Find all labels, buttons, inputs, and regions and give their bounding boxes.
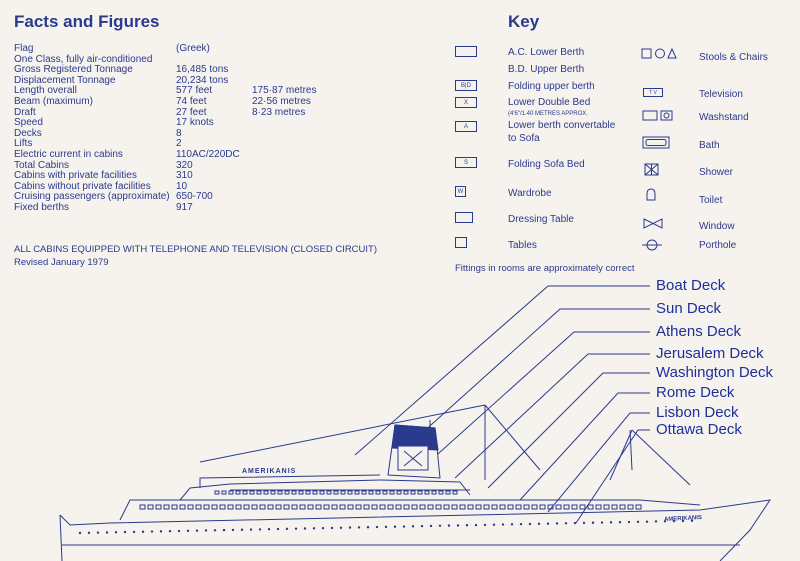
facts-title: Facts and Figures <box>14 12 160 31</box>
porthole-mark <box>610 521 612 523</box>
porthole-mark <box>529 523 531 525</box>
window-mark <box>228 505 233 509</box>
window-mark <box>348 491 352 494</box>
window-mark <box>532 505 537 509</box>
facts-label: Fixed berths <box>14 201 70 213</box>
key-label-tables: Tables <box>508 240 537 251</box>
window-mark <box>324 505 329 509</box>
window-mark <box>383 491 387 494</box>
window-mark <box>284 505 289 509</box>
porthole-mark <box>349 526 351 528</box>
window-mark <box>236 505 241 509</box>
porthole-mark <box>97 531 99 533</box>
window-mark <box>397 491 401 494</box>
facts-label: Beam (maximum) <box>14 95 93 107</box>
window-mark <box>476 505 481 509</box>
facts-label: Decks <box>14 127 42 139</box>
window-mark <box>172 505 177 509</box>
key-label-porthole: Porthole <box>699 240 737 251</box>
facts-value: 110AC/220DC <box>176 148 240 160</box>
porthole-mark <box>628 521 630 523</box>
window-mark <box>604 505 609 509</box>
porthole-mark <box>268 528 270 530</box>
porthole-mark <box>286 528 288 530</box>
window-mark <box>164 505 169 509</box>
window-mark <box>540 505 545 509</box>
key-label-washstand: Washstand <box>699 112 749 123</box>
window-mark <box>412 505 417 509</box>
porthole-mark <box>502 523 504 525</box>
key-label-convertable: Lower berth convertable <box>508 120 616 131</box>
window-mark <box>500 505 505 509</box>
deck-label-ottawa: Ottawa Deck <box>656 421 742 438</box>
porthole-mark <box>547 522 549 524</box>
window-mark <box>268 505 273 509</box>
window-mark <box>468 505 473 509</box>
deck-label-sun: Sun Deck <box>656 300 722 317</box>
facts-label: Flag <box>14 43 34 54</box>
window-mark <box>348 505 353 509</box>
porthole-mark <box>556 522 558 524</box>
facts-label: Cabins with private facilities <box>14 170 137 182</box>
porthole-mark <box>142 531 144 533</box>
porthole-mark <box>241 529 243 531</box>
window-mark <box>418 491 422 494</box>
porthole-mark <box>421 525 423 527</box>
porthole-mark <box>322 527 324 529</box>
facts-value: 74 feet <box>176 95 207 107</box>
window-mark <box>425 491 429 494</box>
window-mark <box>420 505 425 509</box>
porthole-mark <box>619 521 621 523</box>
porthole-mark <box>124 531 126 533</box>
window-mark <box>212 505 217 509</box>
window-mark <box>250 491 254 494</box>
key-label-lower-double-bed: Lower Double Bed <box>508 97 591 108</box>
cabins-note: ALL CABINS EQUIPPED WITH TELEPHONE AND TELEVISION (CLOSED CIRCUIT) <box>14 244 378 255</box>
porthole-mark <box>637 521 639 523</box>
facts-label: Gross Registered Tonnage <box>14 64 133 76</box>
key-label-double-bed-size: (4'6"/1.40 METRES APPROX. <box>508 111 588 117</box>
window-mark <box>260 505 265 509</box>
window-mark <box>292 491 296 494</box>
facts-value: 2 <box>176 138 182 150</box>
window-mark <box>340 505 345 509</box>
key-title: Key <box>508 12 540 31</box>
porthole-mark <box>295 527 297 529</box>
porthole-mark <box>232 529 234 531</box>
window-mark <box>271 491 275 494</box>
porthole-mark <box>331 527 333 529</box>
window-mark <box>292 505 297 509</box>
porthole-mark <box>259 528 261 530</box>
window-mark <box>404 491 408 494</box>
porthole-mark <box>187 530 189 532</box>
window-mark <box>355 491 359 494</box>
window-mark <box>508 505 513 509</box>
window-mark <box>428 505 433 509</box>
porthole-mark <box>196 529 198 531</box>
porthole-mark <box>160 530 162 532</box>
window-mark <box>460 505 465 509</box>
porthole-mark <box>394 526 396 528</box>
window-mark <box>180 505 185 509</box>
porthole-mark <box>583 522 585 524</box>
window-mark <box>620 505 625 509</box>
key-label-ac-lower-berth: A.C. Lower Berth <box>508 47 585 58</box>
window-mark <box>439 491 443 494</box>
window-mark <box>148 505 153 509</box>
deck-label-athens: Athens Deck <box>656 323 742 340</box>
window-mark <box>264 491 268 494</box>
window-mark <box>300 505 305 509</box>
facts-metric-value: 8·23 metres <box>252 106 306 118</box>
facts-value: 16,485 tons <box>176 64 229 76</box>
porthole-mark <box>538 523 540 525</box>
key-label-bath: Bath <box>699 140 720 151</box>
porthole-mark <box>448 524 450 526</box>
facts-label: One Class, fully air-conditioned <box>14 53 153 65</box>
facts-value: 310 <box>176 170 193 182</box>
facts-label: Cabins without private facilities <box>14 180 151 192</box>
window-mark <box>356 505 361 509</box>
porthole-mark <box>205 529 207 531</box>
folding-upper-berth-symbol: B|D <box>455 80 477 91</box>
porthole-mark <box>403 525 405 527</box>
porthole-mark <box>340 527 342 529</box>
double-bed-symbol: X <box>455 97 477 108</box>
porthole-mark <box>601 521 603 523</box>
window-mark <box>215 491 219 494</box>
key-label-stools-chairs: Stools & Chairs <box>699 52 768 63</box>
porthole-mark <box>565 522 567 524</box>
facts-label: Cruising passengers (approximate) <box>14 191 170 203</box>
porthole-mark <box>358 526 360 528</box>
window-mark <box>404 505 409 509</box>
window-mark <box>588 505 593 509</box>
porthole-mark <box>511 523 513 525</box>
window-mark <box>446 491 450 494</box>
television-icon: T V <box>643 88 663 97</box>
deck-label-boat: Boat Deck <box>656 277 726 294</box>
key-label-to-sofa: to Sofa <box>508 133 540 144</box>
window-mark <box>444 505 449 509</box>
porthole-mark <box>430 525 432 527</box>
key-label-folding-sofa-bed: Folding Sofa Bed <box>508 159 585 170</box>
window-mark <box>432 491 436 494</box>
bow-ship-name: AMERIKANIS <box>663 515 703 523</box>
window-mark <box>452 505 457 509</box>
porthole-mark <box>439 525 441 527</box>
window-mark <box>628 505 633 509</box>
window-mark <box>362 491 366 494</box>
window-mark <box>369 491 373 494</box>
window-mark <box>516 505 521 509</box>
window-mark <box>492 505 497 509</box>
window-mark <box>612 505 617 509</box>
window-mark <box>308 505 313 509</box>
key-label-shower: Shower <box>699 167 733 178</box>
key-label-wardrobe: Wardrobe <box>508 188 552 199</box>
facts-value: 10 <box>176 180 188 192</box>
window-mark <box>596 505 601 509</box>
key-label-window: Window <box>699 221 735 232</box>
window-mark <box>380 505 385 509</box>
porthole-mark <box>493 524 495 526</box>
window-mark <box>278 491 282 494</box>
window-mark <box>390 491 394 494</box>
porthole-mark <box>223 529 225 531</box>
facts-label: Speed <box>14 117 43 129</box>
window-mark <box>243 491 247 494</box>
window-mark <box>372 505 377 509</box>
window-mark <box>222 491 226 494</box>
porthole-mark <box>250 528 252 530</box>
key-label-dressing-table: Dressing Table <box>508 214 574 225</box>
window-mark <box>388 505 393 509</box>
window-mark <box>556 505 561 509</box>
facts-value: 20,234 tons <box>176 74 229 86</box>
window-mark <box>236 491 240 494</box>
porthole-mark <box>484 524 486 526</box>
porthole-mark <box>214 529 216 531</box>
funnel-ship-name: AMERIKANIS <box>242 468 297 475</box>
window-mark <box>332 505 337 509</box>
window-mark <box>316 505 321 509</box>
facts-value: 8 <box>176 127 182 139</box>
porthole-mark <box>646 520 648 522</box>
window-mark <box>156 505 161 509</box>
porthole-mark <box>88 532 90 534</box>
facts-value: 650-700 <box>176 191 213 203</box>
window-mark <box>320 491 324 494</box>
window-mark <box>341 491 345 494</box>
window-mark <box>229 491 233 494</box>
porthole-mark <box>133 531 135 533</box>
window-mark <box>299 491 303 494</box>
window-mark <box>327 491 331 494</box>
window-mark <box>572 505 577 509</box>
key-label-toilet: Toilet <box>699 195 723 206</box>
porthole-mark <box>466 524 468 526</box>
porthole-mark <box>592 522 594 524</box>
facts-value: (Greek) <box>176 43 210 54</box>
facts-value: 17 knots <box>176 117 214 129</box>
porthole-mark <box>277 528 279 530</box>
deck-label-jerusalem: Jerusalem Deck <box>656 345 764 362</box>
window-mark <box>436 505 441 509</box>
facts-label: Electric current in cabins <box>14 148 123 160</box>
porthole-mark <box>115 531 117 533</box>
facts-label: Length overall <box>14 85 77 97</box>
facts-label: Total Cabins <box>14 159 70 171</box>
porthole-mark <box>367 526 369 528</box>
window-mark <box>188 505 193 509</box>
porthole-mark <box>457 524 459 526</box>
window-mark <box>411 491 415 494</box>
facts-value: 320 <box>176 159 193 171</box>
porthole-mark <box>520 523 522 525</box>
window-mark <box>252 505 257 509</box>
porthole-mark <box>475 524 477 526</box>
window-mark <box>524 505 529 509</box>
deck-label-lisbon: Lisbon Deck <box>656 404 739 421</box>
porthole-mark <box>151 530 153 532</box>
window-mark <box>376 491 380 494</box>
facts-metric-value: 22·56 metres <box>252 95 311 107</box>
fittings-note: Fittings in rooms are approximately correct <box>455 263 635 274</box>
window-mark <box>636 505 641 509</box>
window-mark <box>580 505 585 509</box>
porthole-mark <box>178 530 180 532</box>
folding-sofa-symbol: S <box>455 157 477 168</box>
porthole-mark <box>79 532 81 534</box>
key-label-television: Television <box>699 89 743 100</box>
facts-value: 577 feet <box>176 85 213 97</box>
revised-date: Revised January 1979 <box>14 257 109 268</box>
facts-label: Draft <box>14 106 36 118</box>
facts-label: Displacement Tonnage <box>14 74 116 86</box>
window-mark <box>257 491 261 494</box>
window-mark <box>484 505 489 509</box>
key-label-folding-upper-berth: Folding upper berth <box>508 81 595 92</box>
porthole-mark <box>574 522 576 524</box>
window-mark <box>285 491 289 494</box>
facts-value: 917 <box>176 201 193 213</box>
window-mark <box>220 505 225 509</box>
window-mark <box>453 491 457 494</box>
porthole-mark <box>376 526 378 528</box>
facts-label: Lifts <box>14 138 33 150</box>
deck-label-rome: Rome Deck <box>656 384 735 401</box>
porthole-mark <box>385 526 387 528</box>
porthole-mark <box>106 531 108 533</box>
wardrobe-symbol: W <box>455 186 466 197</box>
facts-value: 27 feet <box>176 106 207 118</box>
porthole-mark <box>169 530 171 532</box>
window-mark <box>140 505 145 509</box>
window-mark <box>196 505 201 509</box>
porthole-mark <box>304 527 306 529</box>
porthole-mark <box>412 525 414 527</box>
window-mark <box>564 505 569 509</box>
convertable-berth-symbol: A <box>455 121 477 132</box>
key-label-bd-upper-berth: B.D. Upper Berth <box>508 64 585 75</box>
deck-label-washington: Washington Deck <box>656 364 773 381</box>
window-mark <box>313 491 317 494</box>
porthole-mark <box>313 527 315 529</box>
window-mark <box>306 491 310 494</box>
window-mark <box>276 505 281 509</box>
window-mark <box>334 491 338 494</box>
facts-metric-value: 175·87 metres <box>252 85 317 97</box>
window-mark <box>364 505 369 509</box>
window-mark <box>204 505 209 509</box>
porthole-mark <box>655 520 657 522</box>
window-mark <box>396 505 401 509</box>
window-mark <box>244 505 249 509</box>
